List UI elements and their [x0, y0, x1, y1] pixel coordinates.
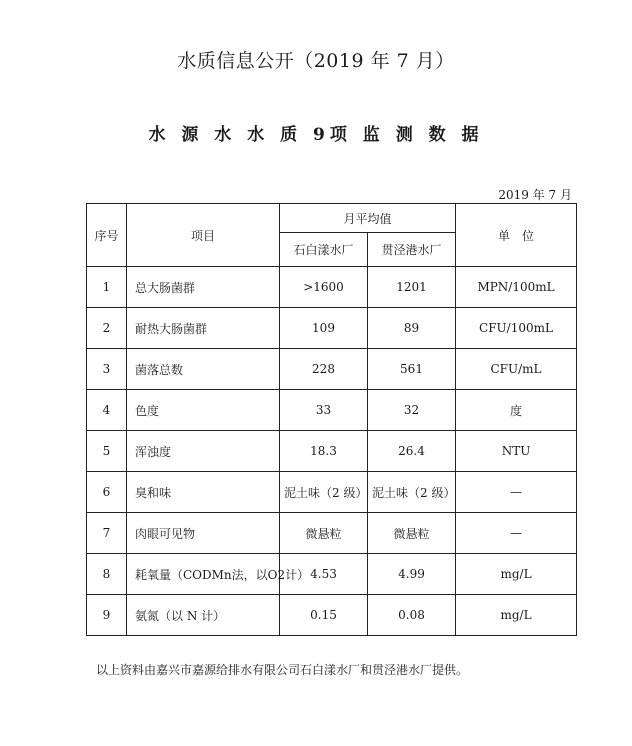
row-index: 1 — [87, 267, 127, 308]
row-value-shibaiyang: 228 — [280, 349, 368, 390]
table-row — [87, 595, 577, 636]
row-value-guanjinggang: 561 — [368, 349, 456, 390]
row-unit: CFU/100mL — [456, 308, 577, 349]
row-unit: NTU — [456, 431, 577, 472]
table-row — [87, 472, 577, 513]
row-value-shibaiyang: 泥土味（2 级） — [280, 472, 368, 513]
water-quality-table — [86, 203, 577, 636]
header-plant-shibaiyang: 石白漾水厂 — [280, 233, 368, 267]
row-value-shibaiyang: 微悬粒 — [280, 513, 368, 554]
page-title: 水质信息公开（2019 年 7 月） — [177, 50, 455, 72]
table-row — [87, 554, 577, 595]
row-item: 浑浊度 — [127, 431, 280, 472]
table-row — [87, 390, 577, 431]
row-value-shibaiyang: >1600 — [280, 267, 368, 308]
row-index: 6 — [87, 472, 127, 513]
row-value-guanjinggang: 微悬粒 — [368, 513, 456, 554]
table-row — [87, 308, 577, 349]
row-value-shibaiyang: 18.3 — [280, 431, 368, 472]
row-value-guanjinggang: 89 — [368, 308, 456, 349]
table-row — [87, 513, 577, 554]
row-item: 色度 — [127, 390, 280, 431]
source-note: 以上资料由嘉兴市嘉源给排水有限公司石白漾水厂和贯泾港水厂提供。 — [96, 663, 469, 677]
row-unit: — — [456, 472, 577, 513]
header-plant-guanjinggang: 贯泾港水厂 — [368, 233, 456, 267]
row-unit: 度 — [456, 390, 577, 431]
row-unit: CFU/mL — [456, 349, 577, 390]
header-index: 序号 — [87, 204, 127, 267]
row-unit: mg/L — [456, 595, 577, 636]
row-item: 氨氮（以 N 计） — [127, 595, 280, 636]
row-value-guanjinggang: 32 — [368, 390, 456, 431]
row-value-shibaiyang: 0.15 — [280, 595, 368, 636]
row-value-guanjinggang: 0.08 — [368, 595, 456, 636]
table-row — [87, 349, 577, 390]
row-item: 耗氧量（CODMn法，以O2计） — [127, 554, 280, 595]
row-unit: mg/L — [456, 554, 577, 595]
table-row — [87, 431, 577, 472]
row-value-shibaiyang: 33 — [280, 390, 368, 431]
row-index: 2 — [87, 308, 127, 349]
row-value-guanjinggang: 1201 — [368, 267, 456, 308]
row-index: 9 — [87, 595, 127, 636]
header-monthly-average: 月平均值 — [280, 204, 456, 233]
row-item: 菌落总数 — [127, 349, 280, 390]
row-value-shibaiyang: 4.53 — [280, 554, 368, 595]
row-index: 4 — [87, 390, 127, 431]
row-value-guanjinggang: 泥土味（2 级） — [368, 472, 456, 513]
header-item: 项目 — [127, 204, 280, 267]
row-index: 7 — [87, 513, 127, 554]
row-index: 5 — [87, 431, 127, 472]
row-value-guanjinggang: 4.99 — [368, 554, 456, 595]
table-row — [87, 267, 577, 308]
row-item: 肉眼可见物 — [127, 513, 280, 554]
row-index: 3 — [87, 349, 127, 390]
header-unit: 单 位 — [456, 204, 577, 267]
row-item: 臭和味 — [127, 472, 280, 513]
row-item: 耐热大肠菌群 — [127, 308, 280, 349]
row-index: 8 — [87, 554, 127, 595]
row-value-guanjinggang: 26.4 — [368, 431, 456, 472]
row-value-shibaiyang: 109 — [280, 308, 368, 349]
table-header-row — [87, 204, 577, 233]
row-item: 总大肠菌群 — [127, 267, 280, 308]
report-date: 2019 年 7 月 — [498, 188, 572, 202]
table-title: 水 源 水 水 质 9项 监 测 数 据 — [148, 125, 484, 145]
row-unit: — — [456, 513, 577, 554]
row-unit: MPN/100mL — [456, 267, 577, 308]
